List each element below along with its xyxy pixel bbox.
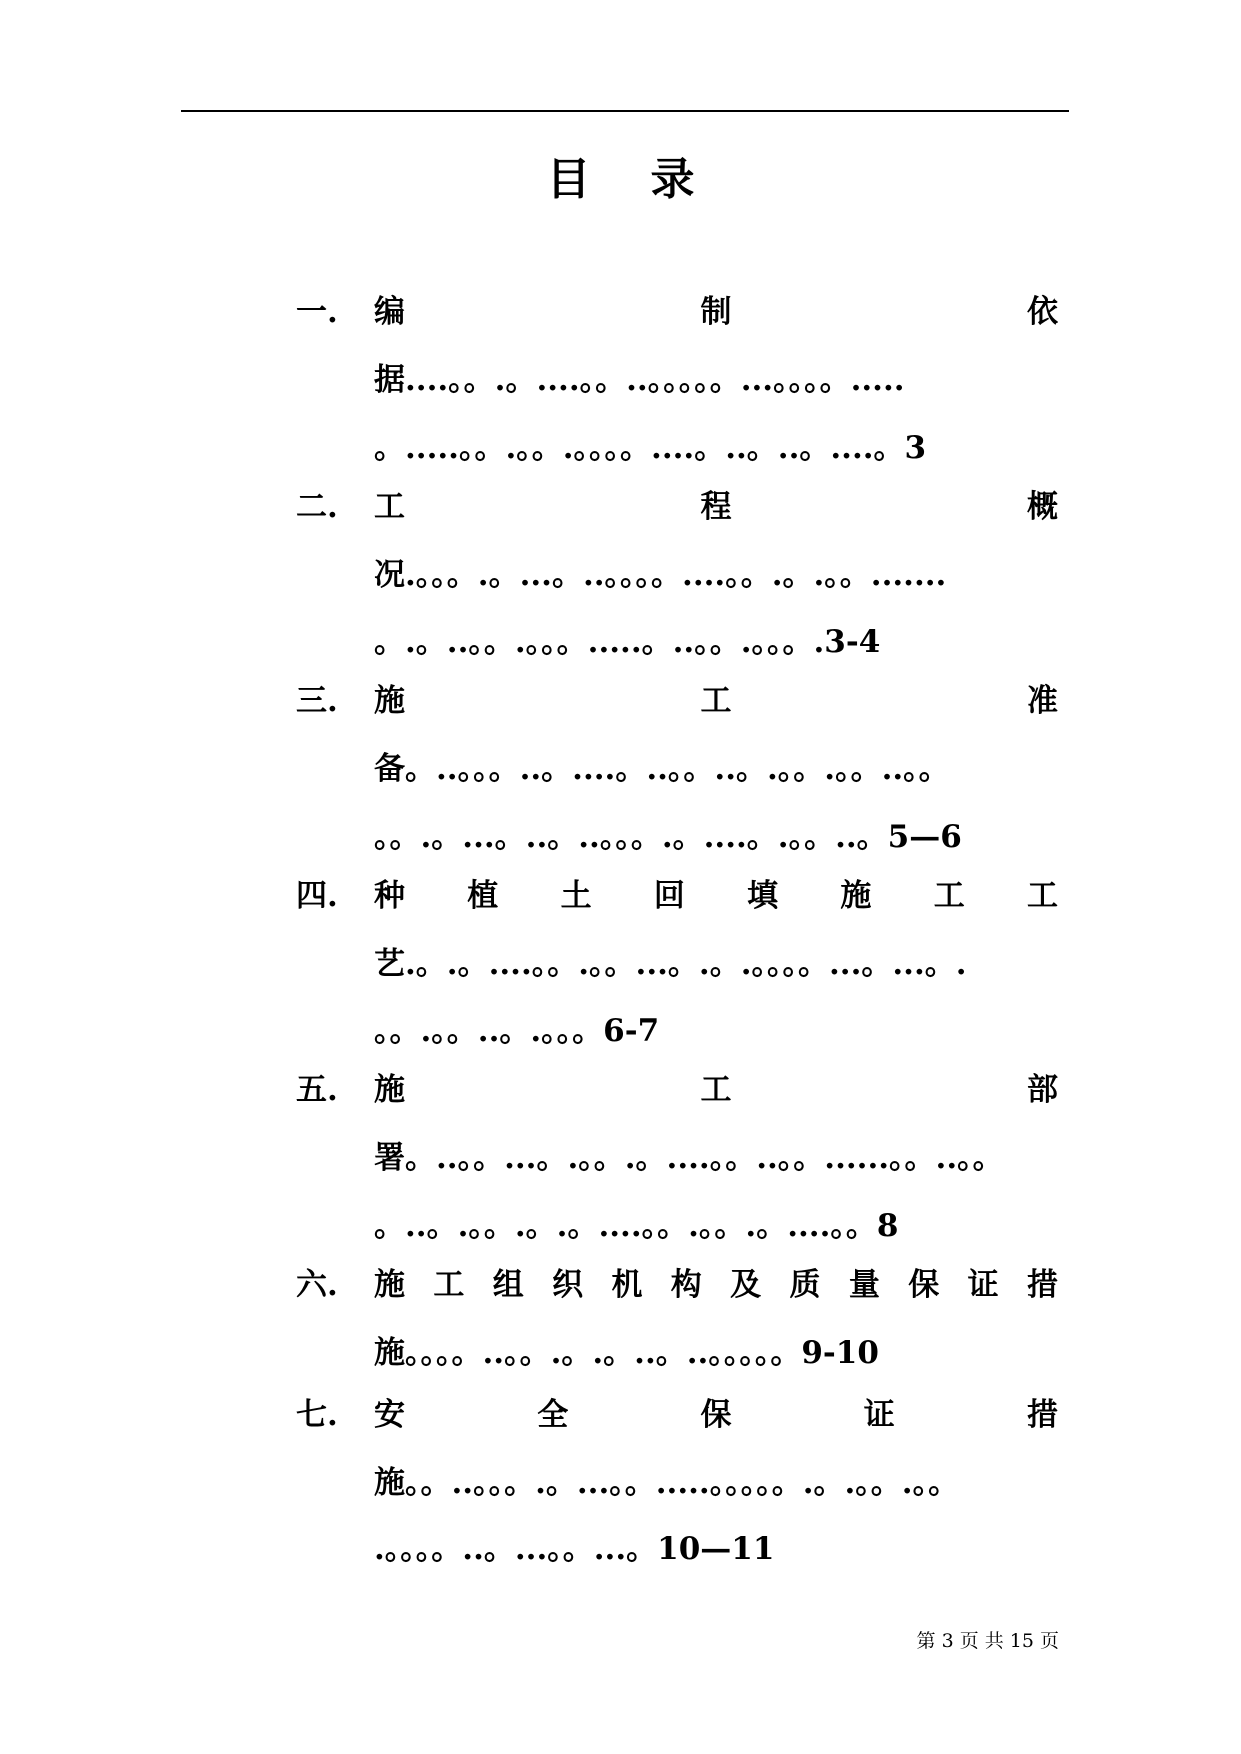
heading-char: 回 [653,878,685,914]
heading-char: 施 [374,683,405,719]
toc-entry-1-leader-line-2: 。.....。。.。。.。。。。....。..。..。....。3 [374,430,927,466]
toc-entry-4-leader-line-2: 。。.。。..。.。。。6-7 [374,1013,660,1049]
toc-entry-7-leader-line-2: .。。。。..。...。。...。10—11 [374,1531,775,1567]
heading-char: 工 [1026,878,1058,914]
heading-char: 证 [967,1267,999,1303]
toc-entry-5-leader-line-1: 署。..。。...。.。。.。....。。..。。......。。..。。 [374,1140,1004,1176]
toc-entry-5-heading [374,1065,1058,1115]
toc-entry-5-number: 五. [296,1072,338,1108]
heading-char: 填 [747,878,779,914]
heading-char: 工 [700,683,732,719]
heading-char: 保 [908,1267,940,1303]
heading-char: 工 [374,489,405,525]
heading-char: 制 [700,294,732,330]
heading-char: 依 [1027,294,1058,330]
heading-char: 工 [700,1072,732,1108]
title-char-1: 目 [546,154,591,205]
toc-entry-2-number: 二. [296,489,338,525]
heading-char: 安 [374,1397,405,1433]
heading-char: 织 [552,1267,584,1303]
heading-char: 施 [374,1072,405,1108]
toc-entry-3-leader-line-2: 。。.。...。..。..。。。.。....。.。。..。5—6 [374,819,962,855]
toc-entry-4-leader-line-1: 艺.。.。....。。.。。...。.。.。。。。...。...。. [374,946,967,982]
heading-char: 质 [789,1267,821,1303]
heading-char: 编 [374,294,405,330]
heading-char: 土 [560,878,592,914]
heading-char: 及 [730,1267,762,1303]
heading-char: 保 [700,1397,732,1433]
toc-entry-2-leader-line-2: 。.。..。。.。。。.....。..。。.。。。.3-4 [374,624,881,660]
heading-char: 证 [863,1397,895,1433]
heading-char: 机 [611,1267,643,1303]
heading-char: 植 [467,878,499,914]
heading-char: 种 [374,878,405,914]
toc-entry-4-heading [374,871,1058,921]
toc-entry-7-heading [374,1390,1058,1440]
heading-char: 组 [492,1267,524,1303]
toc-entry-1-number: 一. [296,294,338,330]
toc-entry-3-heading [374,676,1058,726]
toc-entry-6-leader-line-1: 施。。。。..。。.。.。..。..。。。。。9-10 [374,1335,879,1371]
toc-entry-3-number: 三. [296,683,338,719]
heading-char: 措 [1027,1397,1058,1433]
toc-entry-5-leader-line-2: 。..。.。。.。.。....。。.。。.。....。。8 [374,1208,899,1244]
heading-char: 部 [1027,1072,1058,1108]
heading-char: 施 [840,878,872,914]
heading-char: 工 [433,1267,465,1303]
toc-entry-7-leader-line-1: 施。。..。。。.。...。。.....。。。。。.。.。。.。。 [374,1465,960,1501]
heading-char: 准 [1027,683,1058,719]
toc-entry-1-leader-line-1: 据....。。.。....。。..。。。。。...。。。。..... [374,362,905,398]
heading-char: 全 [537,1397,569,1433]
toc-entry-4-number: 四. [296,878,338,914]
heading-char: 概 [1027,489,1058,525]
toc-entry-2-leader-line-1: 况.。。。.。...。..。。。。....。。.。.。。....... [374,557,947,593]
toc-entry-6-heading [374,1260,1058,1310]
toc-entry-6-number: 六. [296,1267,338,1303]
page-footer: 第 3 页 共 15 页 [916,1630,1059,1652]
toc-entry-3-leader-line-1: 备。..。。。..。....。..。。..。.。。.。。..。。 [374,751,950,787]
toc-entry-1-heading [374,287,1058,337]
heading-char: 工 [933,878,965,914]
toc-entry-2-heading [374,482,1058,532]
heading-char: 施 [374,1267,405,1303]
heading-char: 措 [1026,1267,1058,1303]
toc-entry-7-number: 七. [296,1397,338,1433]
heading-char: 程 [700,489,732,525]
heading-char: 量 [848,1267,880,1303]
title-char-2: 录 [650,154,695,205]
heading-char: 构 [670,1267,702,1303]
